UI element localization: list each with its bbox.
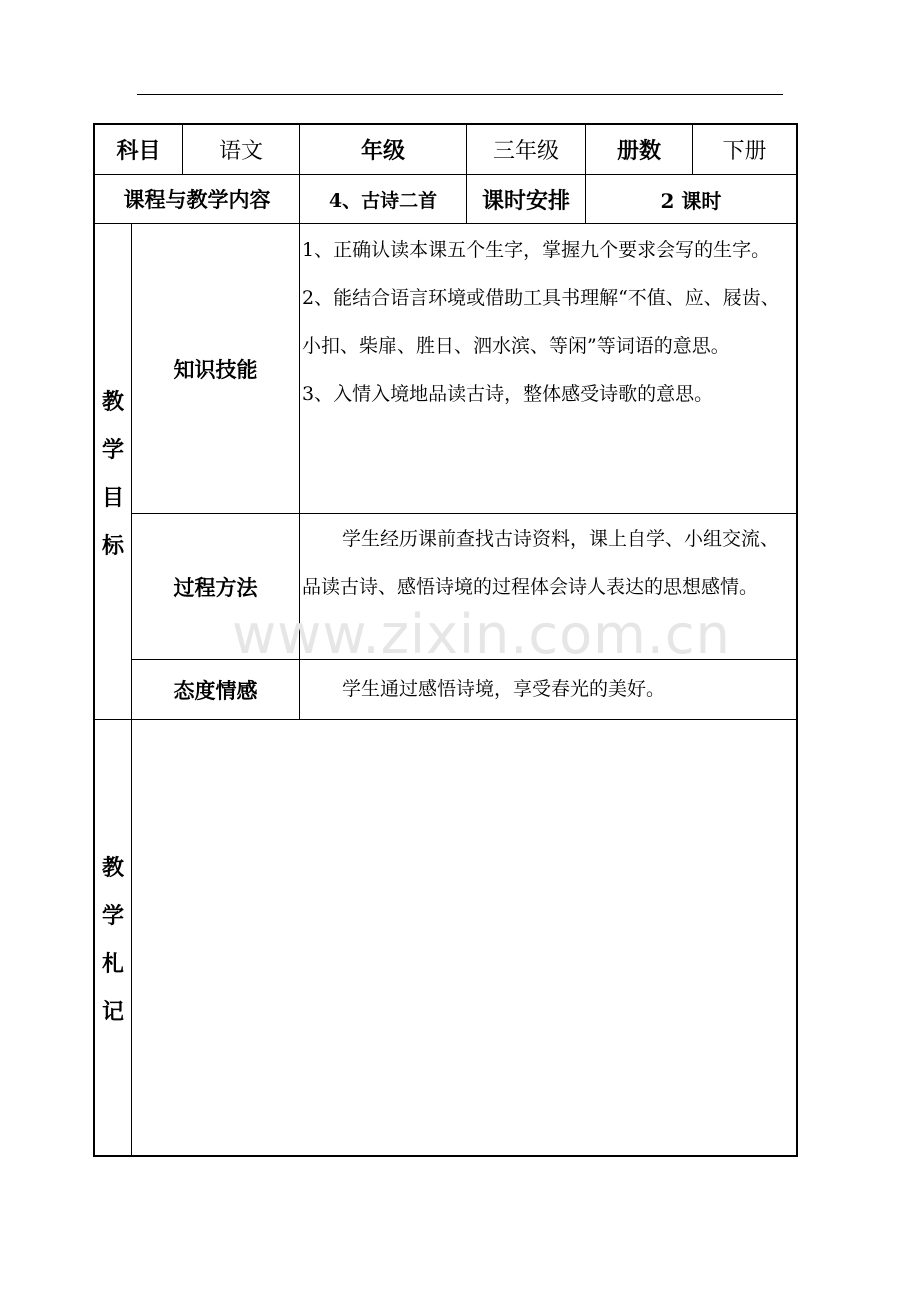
content-label: 课程与教学内容 <box>123 187 271 212</box>
objectives-char: 学 <box>101 437 124 463</box>
subject-value: 语文 <box>218 139 263 164</box>
knowledge-label: 知识技能 <box>173 356 258 382</box>
notes-char: 记 <box>101 999 124 1025</box>
knowledge-item: 2、能结合语言环境或借助工具书理解“不值、应、屐齿、小扣、柴扉、胜日、泗水滨、等闲”等词语的意思。 <box>302 287 780 357</box>
attitude-label: 态度情感 <box>173 677 258 703</box>
knowledge-item: 3、入情入境地品读古诗，整体感受诗歌的意思。 <box>302 383 714 405</box>
attitude-text-cell <box>300 665 796 719</box>
volume-value: 下册 <box>722 139 767 164</box>
content-value: 4、古诗二首 <box>328 189 438 212</box>
schedule-label: 课时安排 <box>481 187 570 214</box>
notes-char: 学 <box>101 903 124 929</box>
objectives-section-label <box>95 376 131 572</box>
table-border-right <box>796 123 798 1157</box>
table-border-bottom <box>93 1155 798 1157</box>
grade-value: 三年级 <box>492 139 559 164</box>
watermark: www.zixin.com.cn <box>232 603 731 666</box>
subject-label: 科目 <box>116 138 161 164</box>
attitude-text: 学生通过感悟诗境，享受春光的美好。 <box>342 678 666 700</box>
objectives-char: 目 <box>101 485 124 511</box>
header-rule <box>137 94 783 95</box>
notes-content-area[interactable] <box>132 720 796 1155</box>
grade-label: 年级 <box>360 138 405 164</box>
schedule-value: 2 课时 <box>660 188 722 213</box>
volume-label: 册数 <box>616 138 661 164</box>
process-text: 学生经历课前查找古诗资料，课上自学、小组交流、品读古诗、感悟诗境的过程体会诗人表达的思想感情。 <box>302 528 780 598</box>
objectives-char: 标 <box>101 533 124 559</box>
process-label: 过程方法 <box>173 574 258 600</box>
notes-char: 教 <box>101 855 124 881</box>
notes-section-label <box>95 842 131 1038</box>
knowledge-items <box>300 226 796 513</box>
notes-char: 札 <box>101 951 124 977</box>
knowledge-item: 1、正确认读本课五个生字，掌握九个要求会写的生字。 <box>302 239 771 261</box>
objectives-char: 教 <box>101 389 124 415</box>
